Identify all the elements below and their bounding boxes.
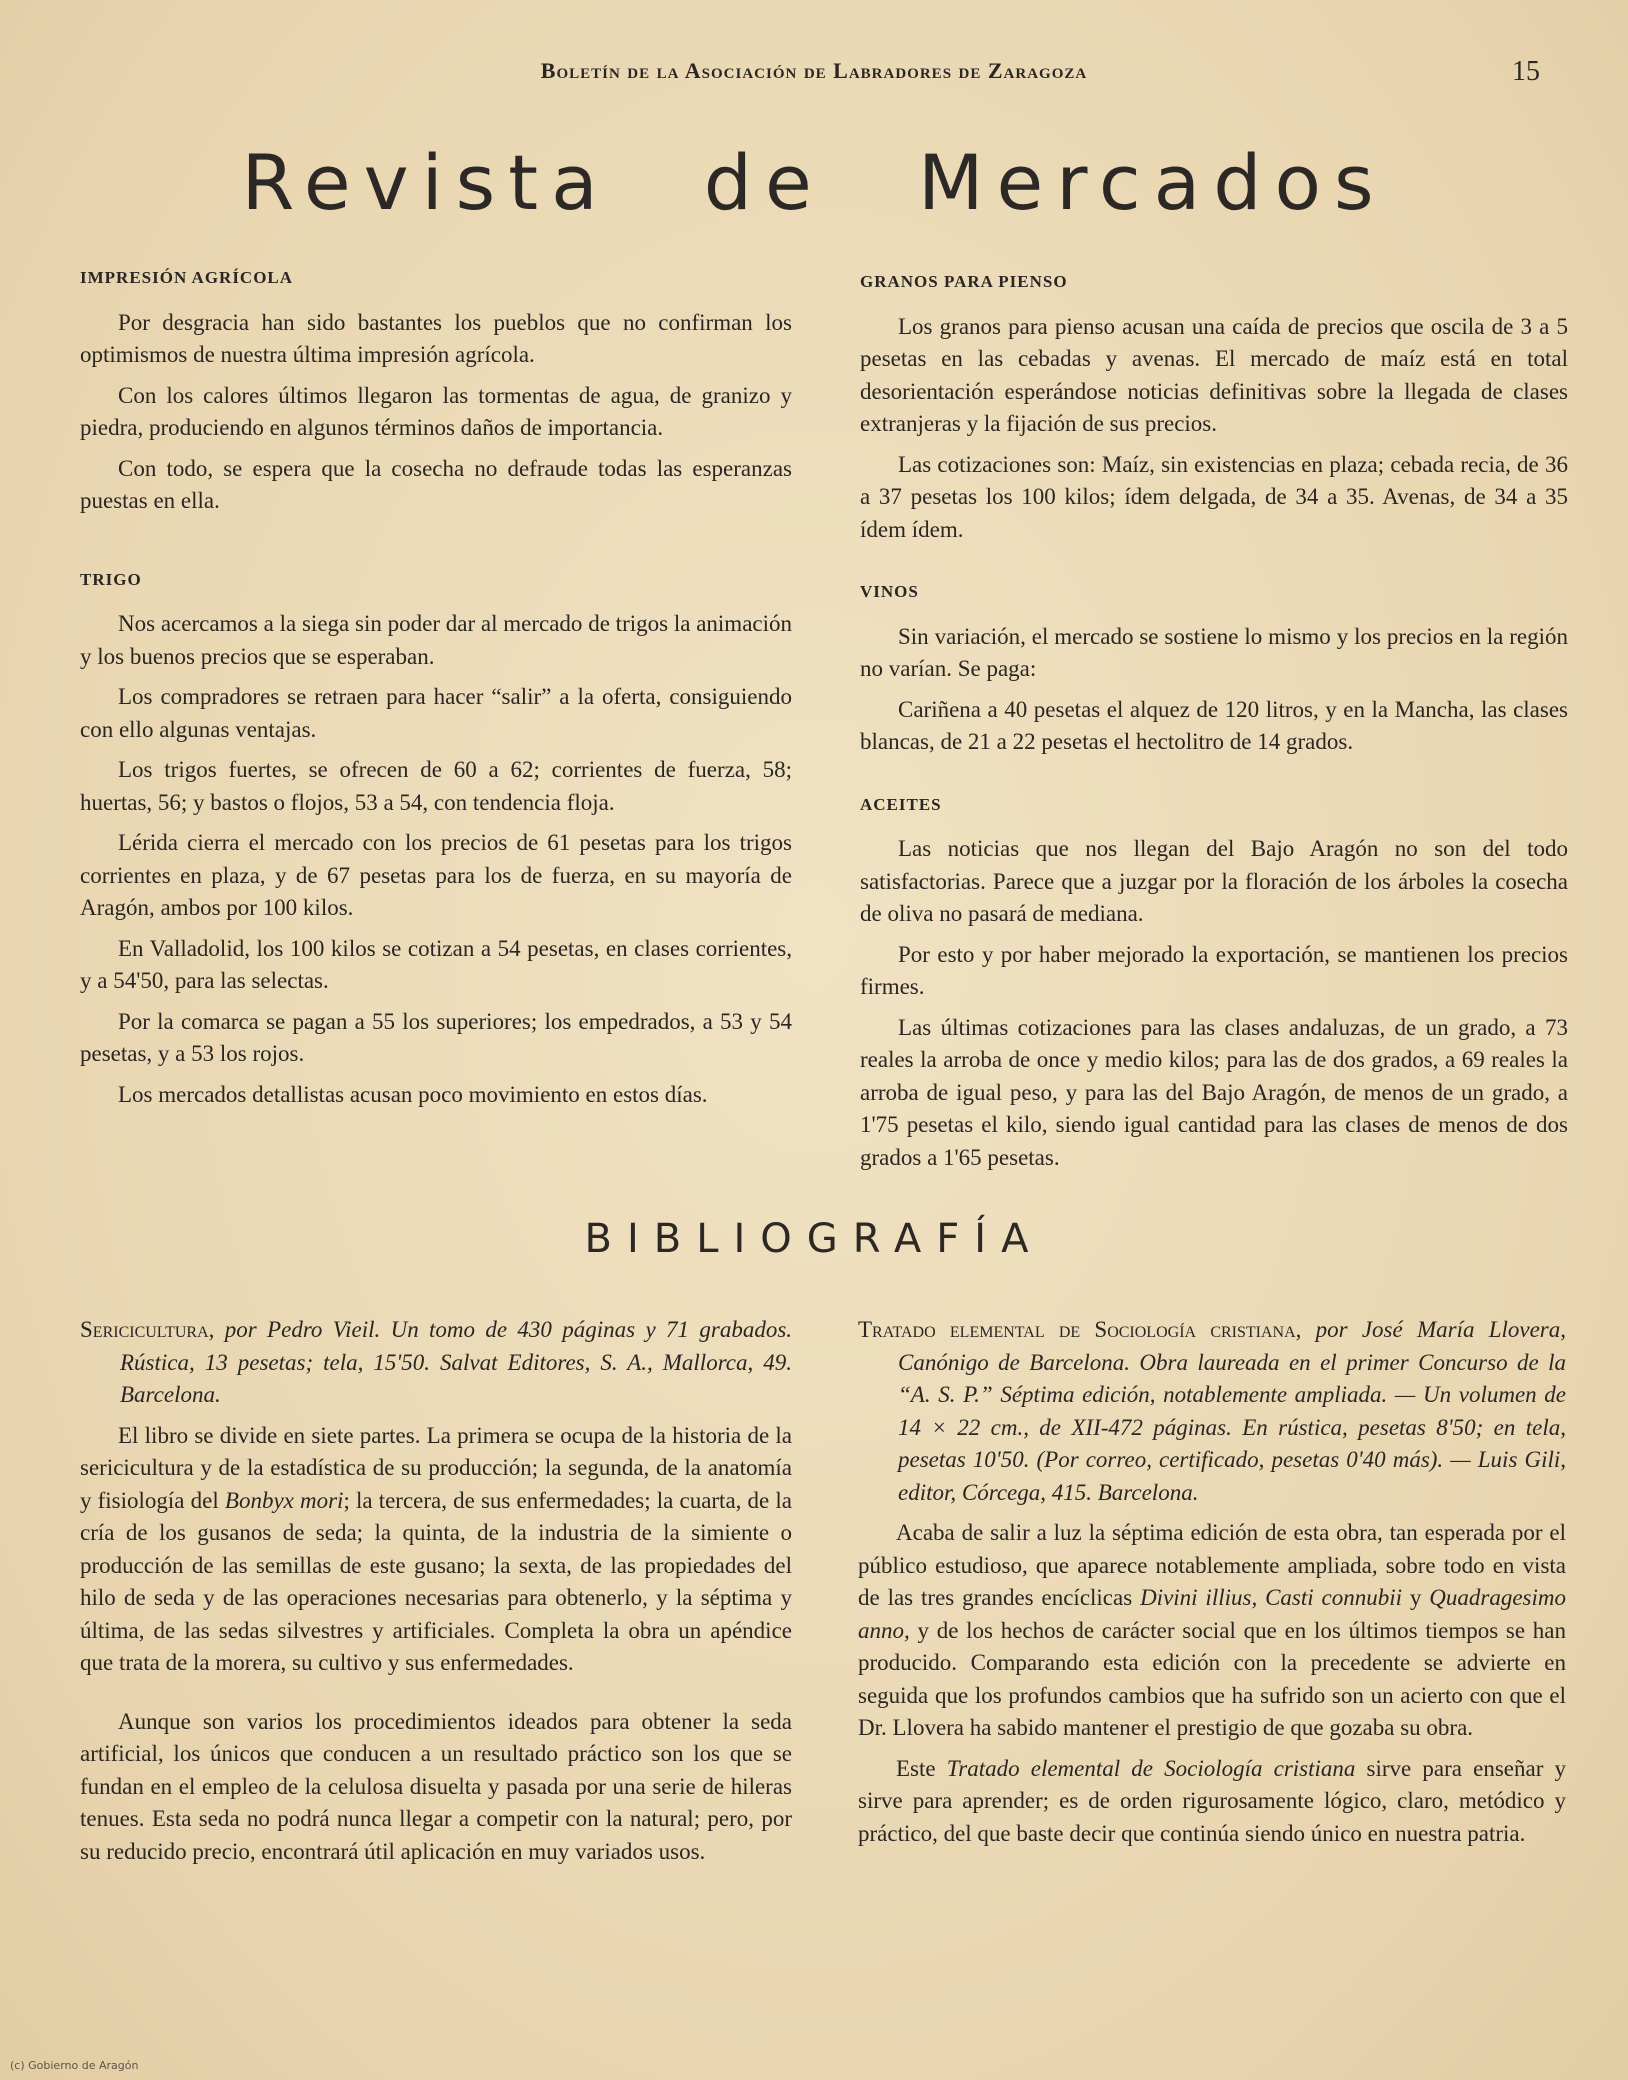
copyright-credit: (c) Gobierno de Aragón bbox=[10, 2059, 139, 2072]
heading-impresion-agricola: IMPRESIÓN AGRÍCOLA bbox=[80, 268, 294, 287]
section-title-bibliografia: BIBLIOGRAFÍA bbox=[584, 1216, 1044, 1262]
heading-vinos: VINOS bbox=[860, 582, 919, 601]
paragraph: Cariñena a 40 pesetas el alquez de 120 litros, y en la Mancha, las clases blancas, de 21 a 22 pesetas el hectolitro de 14 grados. bbox=[860, 696, 1568, 754]
review-paragraph: Aunque son varios los procedimientos ideados para obtener la seda artificial, los únicos que conducen a un resultado práctico son los que se fundan en el empleo de la celulosa disuelta y pasada por una serie de hileras tenues. Esta seda no podrá nunca llegar a competir con la natural; pero, por su reducido precio, encontrará útil aplicación en muy variados usos. bbox=[80, 1708, 792, 1864]
heading-trigo: TRIGO bbox=[80, 569, 142, 589]
paragraph: Los mercados detallistas acusan poco movimiento en estos días. bbox=[118, 1081, 708, 1107]
column-left-mercados bbox=[80, 262, 792, 1119]
paragraph: Por la comarca se pagan a 55 los superiores; los empedrados, a 53 y 54 pesetas, y a 53 los rojos. bbox=[80, 1008, 792, 1066]
paragraph: Las noticias que nos llegan del Bajo Aragón no son del todo satisfactorias. Parece que a juzgar por la floración de los árboles la cosecha de oliva no pasará de mediana. bbox=[860, 836, 1568, 926]
paragraph: Con los calores últimos llegaron las tormentas de agua, de granizo y piedra, produciendo en algunos términos daños de importancia. bbox=[80, 382, 792, 440]
paragraph: Por desgracia han sido bastantes los pueblos que no confirman los optimismos de nuestra última impresión agrícola. bbox=[80, 309, 792, 367]
page-number: 15 bbox=[1512, 56, 1540, 87]
column-left-bibliografia bbox=[80, 1314, 792, 1876]
review-paragraph: Este Tratado elemental de Sociología cristiana sirve para enseñar y sirve para aprender; es de orden rigurosamente lógico, claro, metódico y práctico, del que baste decir que continúa siendo único en nuestra patria. bbox=[858, 1755, 1566, 1846]
review-paragraph: Acaba de salir a luz la séptima edición de esta obra, tan esperada por el público estudioso, que aparece notablemente ampliada, sobre todo en vista de las tres grandes encíclicas Divini illius, Casti connubii y Quadragesimo anno, y de los hechos de carácter social que en los últimos tiempos se han producido. Comparando esta edición con la precedente se advierte en seguida que los profundos cambios que ha sufrido son un acierto con que el Dr. Llovera ha sabido mantener el prestigio de que gozaba su obra. bbox=[858, 1520, 1567, 1740]
paragraph: Las cotizaciones son: Maíz, sin existencias en plaza; cebada recia, de 36 a 37 pesetas los 100 kilos; ídem delgada, de 34 a 35. Avenas, de 34 a 35 ídem ídem. bbox=[860, 451, 1568, 542]
review-paragraph: El libro se divide en siete partes. La primera se ocupa de la historia de la sericicultura y de la estadística de su producción; la segunda, de la anatomía y fisiología del Bonbyx mori; la tercera, de sus enfermedades; la cuarta, de la cría de los gusanos de seda; la quinta, de la industria de la simiente o producción de las semillas de este gusano; la sexta, de las propiedades del hilo de seda y de las operaciones necesarias para obtenerlo, y la séptima y última, de las sedas silvestres y artificiales. Completa la obra un apéndice que trata de la morera, su cultivo y sus enfermedades. bbox=[80, 1422, 792, 1675]
running-head: Boletín de la Asociación de Labradores de Zaragoza bbox=[540, 58, 1088, 83]
paragraph: Nos acercamos a la siega sin poder dar al mercado de trigos la animación y los buenos precios que se esperaban. bbox=[80, 611, 792, 669]
book-title: Sericicultura, bbox=[80, 1317, 215, 1342]
paragraph: Con todo, se espera que la cosecha no defraude todas las esperanzas puestas en ella. bbox=[80, 455, 792, 513]
paragraph: Los compradores se retraen para hacer “salir” a la oferta, consiguiendo con ello algunas ventajas. bbox=[80, 684, 792, 742]
paragraph: Lérida cierra el mercado con los precios de 61 pesetas para los trigos corrientes en plaza, y de 67 pesetas para los de fuerza, en su mayoría de Aragón, ambos por 100 kilos. bbox=[80, 830, 792, 920]
paragraph: Sin variación, el mercado se sostiene lo mismo y los precios en la región no varían. Se paga: bbox=[860, 623, 1568, 681]
heading-aceites: ACEITES bbox=[860, 794, 942, 814]
bibliographic-reference bbox=[858, 1314, 1566, 1509]
section-title-mercados: Revista de Mercados bbox=[241, 138, 1387, 227]
heading-granos-para-pienso: GRANOS PARA PIENSO bbox=[860, 272, 1068, 291]
column-right-bibliografia bbox=[858, 1314, 1566, 1858]
bibliographic-reference bbox=[80, 1314, 792, 1412]
paragraph: En Valladolid, los 100 kilos se cotizan a 54 pesetas, en clases corrientes, y a 54'50, para las selectas. bbox=[80, 935, 792, 993]
paragraph: Los granos para pienso acusan una caída de precios que oscila de 3 a 5 pesetas en las cebadas y avenas. El mercado de maíz está en total desorientación esperándose noticias definitivas sobre la llegada de clases extranjeras y la fijación de sus precios. bbox=[860, 313, 1568, 436]
book-title: Tratado elemental de Sociología cristiana, bbox=[858, 1317, 1302, 1342]
book-details: por Pedro Vieil. Un tomo de 430 páginas y 71 grabados. Rústica, 13 pesetas; tela, 15'50. Salvat Editores, S. A., Mallorca, 49. Barcelona. bbox=[120, 1317, 793, 1407]
book-details: por José María Llovera, Canónigo de Barcelona. Obra laureada en el primer Concurso de la “A. S. P.” Séptima edición, notablemente ampliada. — Un volumen de 14 × 22 cm., de XII-472 páginas. En rústica, pesetas 8'50; en tela, pesetas 10'50. (Por correo, certificado, pesetas 0'40 más). — Luis Gili, editor, Córcega, 415. Barcelona. bbox=[898, 1317, 1567, 1505]
paragraph: Las últimas cotizaciones para las clases andaluzas, de un grado, a 73 reales la arroba de once y medio kilos; para las de dos grados, a 69 reales la arroba de igual peso, y para las del Bajo Aragón, de menos de un grado, a 1'75 pesetas el kilo, siendo igual cantidad para las clases de menos de dos grados a 1'65 pesetas. bbox=[860, 1014, 1568, 1170]
paragraph: Los trigos fuertes, se ofrecen de 60 a 62; corrientes de fuerza, 58; huertas, 56; y bastos o flojos, 53 a 54, con tendencia floja. bbox=[80, 757, 792, 815]
column-right-mercados bbox=[860, 266, 1568, 1182]
paragraph: Por esto y por haber mejorado la exportación, se mantienen los precios firmes. bbox=[860, 941, 1568, 999]
